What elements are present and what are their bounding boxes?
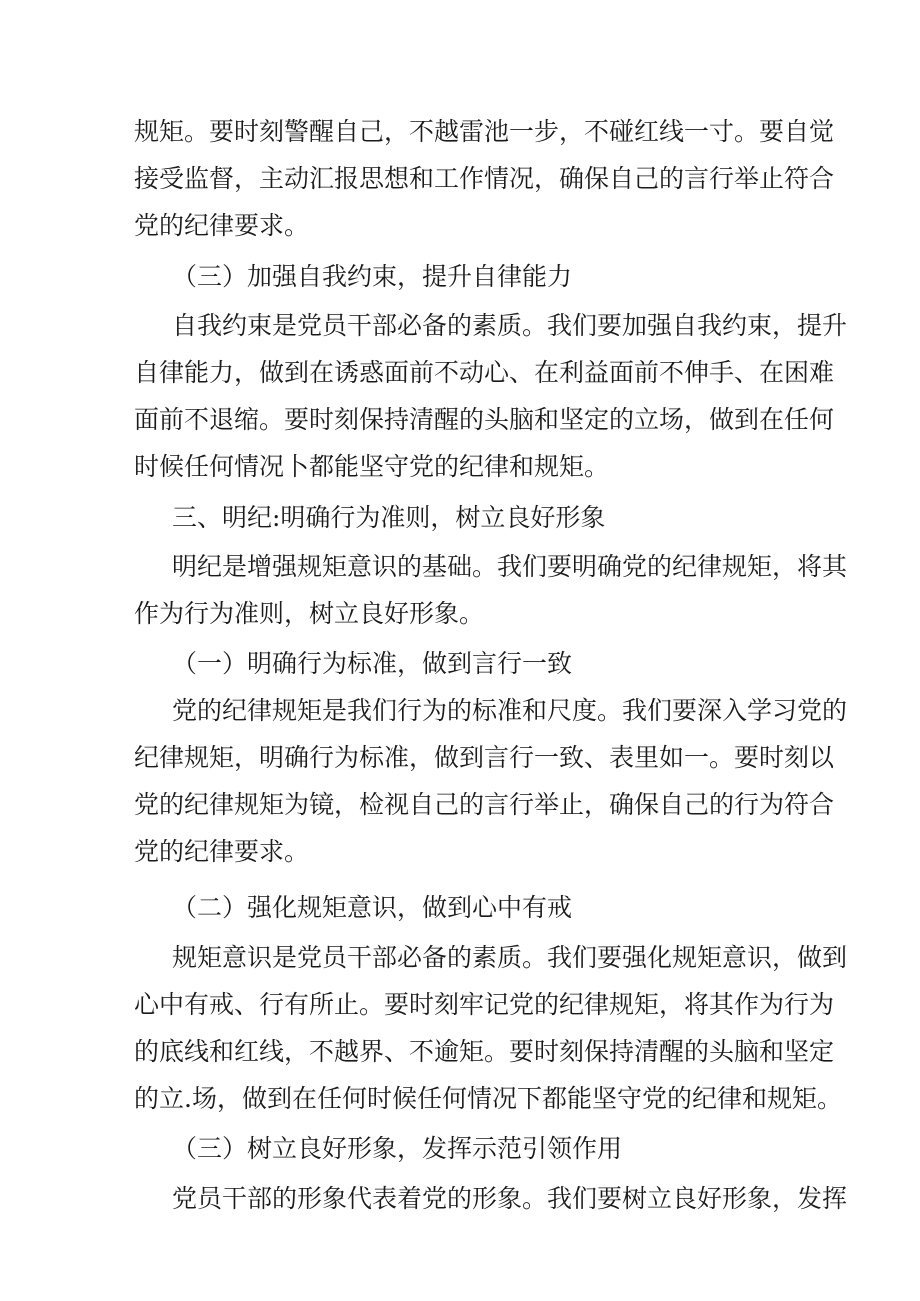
paragraph-line: 接受监督，主动汇报思想和工作情况，确保自己的言行举止符合 bbox=[134, 164, 835, 193]
section-heading: （一）明确行为标准，做到言行一致 bbox=[172, 649, 573, 678]
paragraph-line: 规矩意识是党员干部必备的素质。我们要强化规矩意识，做到 bbox=[172, 943, 848, 972]
section-heading: （三）加强自我约束，提升自律能力 bbox=[172, 262, 573, 291]
paragraph-line: 的底线和红线，不越界、不逾矩。要时刻保持清醒的头脑和坚定 bbox=[134, 1037, 835, 1066]
paragraph-line: 党的纪律要求。 bbox=[134, 837, 310, 866]
paragraph-line: 心中有戒、行有所止。要时刻牢记党的纪律规矩，将其作为行为 bbox=[134, 990, 835, 1019]
paragraph-line: 党的纪律要求。 bbox=[134, 211, 310, 240]
paragraph-line: 党的纪律规矩是我们行为的标准和尺度。我们要深入学习党的 bbox=[172, 696, 848, 725]
section-heading: （三）树立良好形象，发挥示范引领作用 bbox=[172, 1134, 623, 1163]
section-heading: （二）强化规矩意识，做到心中有戒 bbox=[172, 893, 573, 922]
paragraph-line: 自律能力，做到在诱惑面前不动心、在利益面前不伸手、在困难 bbox=[134, 358, 835, 387]
paragraph-line: 规矩。要时刻警醒自己，不越雷池一步，不碰红线一寸。要自觉 bbox=[134, 117, 835, 146]
paragraph-line: 党的纪律规矩为镜，检视自己的言行举止，确保自己的行为符合 bbox=[134, 790, 835, 819]
paragraph-line: 时候任何情况卜都能坚守党的纪律和规矩。 bbox=[134, 452, 610, 481]
paragraph-line: 的立.场，做到在任何时候任何情况下都能坚守党的纪律和规矩。 bbox=[134, 1084, 842, 1113]
paragraph-line: 作为行为准则，树立良好形象。 bbox=[134, 599, 485, 628]
paragraph-line: 明纪是增强规矩意识的基础。我们要明确党的纪律规矩，将其 bbox=[172, 552, 848, 581]
section-heading: 三、明纪:明确行为准则，树立良好形象 bbox=[172, 503, 606, 532]
paragraph-line: 纪律规矩，明确行为标准，做到言行一致、表里如一。要时刻以 bbox=[134, 743, 835, 772]
paragraph-line: 自我约束是党员干部必备的素质。我们要加强自我约束，提升 bbox=[172, 311, 848, 340]
paragraph-line: 面前不退缩。要时刻保持清醒的头脑和坚定的立场，做到在任何 bbox=[134, 405, 835, 434]
paragraph-line: 党员干部的形象代表着党的形象。我们要树立良好形象，发挥 bbox=[172, 1184, 848, 1213]
